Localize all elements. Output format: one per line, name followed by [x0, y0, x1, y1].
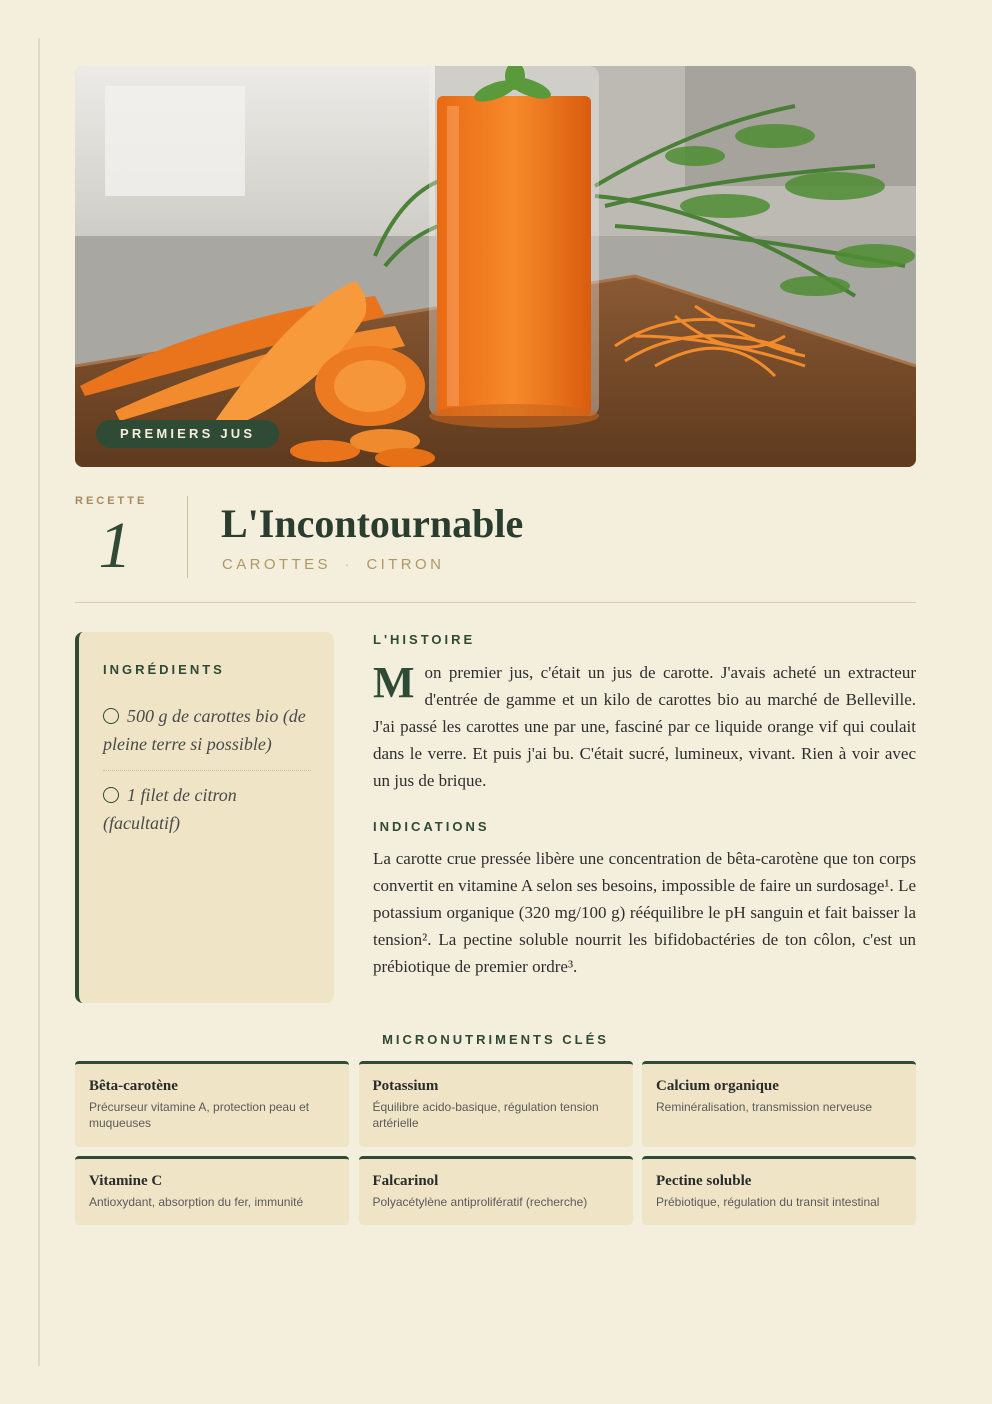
hero-image [75, 66, 916, 467]
micronutrient-name: Bêta-carotène [89, 1078, 178, 1094]
recipe-label: RECETTE [75, 495, 148, 507]
subtitle-ingredient: CITRON [366, 556, 445, 573]
micronutrient-desc: Reminéralisation, transmission nerveuse [656, 1100, 873, 1114]
indications-title: INDICATIONS [373, 819, 490, 834]
micronutrients-grid [75, 1061, 916, 1225]
micronutrient-card [359, 1061, 633, 1147]
micronutrient-desc: Précurseur vitamine A, protection peau et muqueuses [89, 1100, 310, 1130]
ingredients-panel [75, 632, 334, 1003]
history-title: L'HISTOIRE [373, 632, 476, 647]
micronutrient-desc: Polyacétylène antiprolifératif (recherche) [372, 1195, 588, 1209]
micronutrient-name: Potassium [372, 1078, 439, 1094]
ingredient-item[interactable] [103, 781, 311, 849]
micronutrient-name: Vitamine C [89, 1173, 163, 1189]
micronutrient-card [75, 1061, 349, 1147]
header-divider [75, 602, 916, 603]
category-badge: PREMIERS JUS [96, 420, 279, 448]
micronutrient-desc: Équilibre acido-basique, régulation tension artérielle [372, 1100, 599, 1130]
micronutrients-title: MICRONUTRIMENTS CLÉS [382, 1032, 609, 1047]
micronutrient-name: Falcarinol [372, 1173, 439, 1189]
history-body: on premier jus, c'était un jus de carotte. J'avais acheté un extracteur d'entrée de gamme et un kilo de carottes bio au marché de Belleville. J'ai passé les carottes une par une, fasciné par ce liquide orange vif qui coulait dans le verre. Et puis j'ai bu. C'était sucré, lumineux, vivant. Rien à voir avec un jus de brique. [373, 663, 916, 790]
micronutrient-name: Calcium organique [656, 1078, 779, 1094]
ingredients-list [103, 702, 311, 859]
subtitle-separator: · [344, 556, 353, 573]
history-text [373, 659, 916, 794]
recipe-number: 1 [98, 509, 132, 582]
micronutrient-desc: Prébiotique, régulation du transit intestinal [656, 1195, 880, 1209]
ingredients-title: INGRÉDIENTS [103, 662, 225, 677]
ingredient-text: 1 filet de citron (facultatif) [103, 785, 237, 833]
page-margin-rule [38, 38, 40, 1366]
micronutrient-card [75, 1156, 349, 1225]
title-divider [187, 496, 188, 578]
micronutrient-name: Pectine soluble [656, 1173, 752, 1189]
recipe-subtitle [222, 556, 444, 573]
recipe-title: L'Incontournable [221, 501, 524, 546]
micronutrient-card [359, 1156, 633, 1225]
checkbox-circle-icon[interactable] [103, 787, 119, 803]
carrot-juice-illustration [75, 66, 916, 467]
subtitle-ingredient: CAROTTES [222, 556, 331, 573]
micronutrient-card [642, 1061, 916, 1147]
micronutrient-card [642, 1156, 916, 1225]
ingredient-text: 500 g de carottes bio (de pleine terre si possible) [103, 706, 306, 754]
indications-text: La carotte crue pressée libère une concentration de bêta-carotène que ton corps convertit en vitamine A selon ses besoins, impossible de faire un surdosage¹. Le potassium organique (320 mg/100 g) rééquilibre le pH sanguin et fait baisser la tension². La pectine soluble nourrit les bifidobactéries de ton côlon, c'est un prébiotique de premier ordre³. [373, 849, 916, 976]
checkbox-circle-icon[interactable] [103, 708, 119, 724]
dropcap: M [373, 658, 415, 707]
micronutrient-desc: Antioxydant, absorption du fer, immunité [89, 1195, 304, 1209]
ingredient-item[interactable] [103, 702, 311, 771]
